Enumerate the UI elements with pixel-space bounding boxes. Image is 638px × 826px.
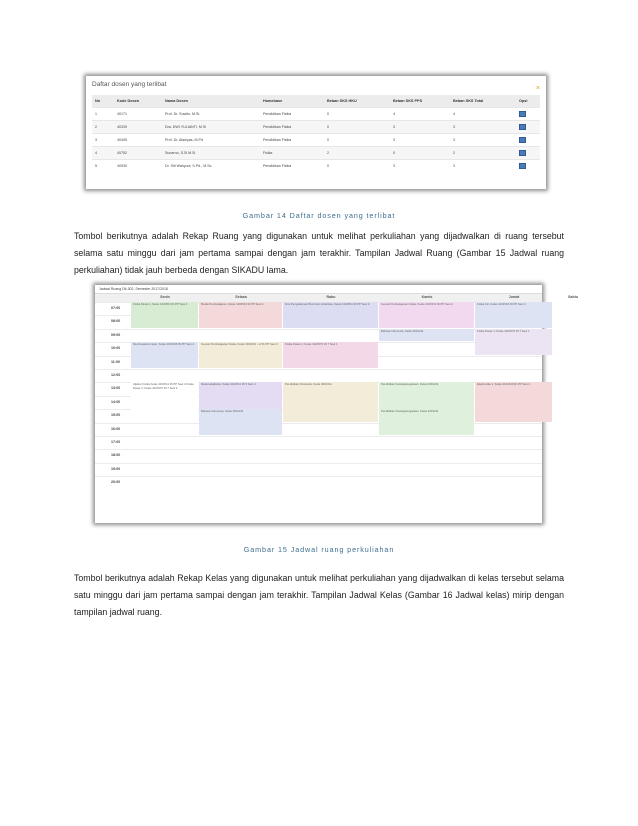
time-label: 11:00 <box>111 359 120 364</box>
close-icon[interactable]: × <box>535 85 540 92</box>
panel-title <box>86 76 546 92</box>
schedule-entry[interactable]: Pendidikan Kewarganegaraan, Kelas 4001211 <box>379 409 474 435</box>
table-cell: 0 <box>324 121 390 134</box>
schedule-grid <box>95 293 578 489</box>
table-cell: 3 <box>390 160 450 173</box>
table-row <box>92 160 540 173</box>
day-header: Sabtu <box>568 295 578 299</box>
schedule-entry[interactable]: Media Pembelajaran, Kelas 4104521 Rt PP Sesi 4 <box>199 302 282 328</box>
table-cell: Pendidikan Fisika <box>260 160 324 173</box>
time-label: 10:00 <box>111 346 121 351</box>
table-cell: 0 <box>324 108 390 121</box>
time-label: 13:00 <box>111 386 121 391</box>
time-row <box>95 369 542 382</box>
table-cell: 3 <box>450 121 516 134</box>
table-cell: 4 <box>92 147 114 160</box>
schedule-entry[interactable]: Ilmu Pengetahuan Bumi dan Antariksa, Kelas 4101531 Rt PP Sesi 4 <box>283 302 378 328</box>
table-cell-opsi <box>516 108 540 121</box>
table-cell: 3 <box>450 134 516 147</box>
time-row <box>95 423 542 436</box>
time-label: 07:00 <box>111 306 121 310</box>
lecturer-table <box>92 95 540 172</box>
schedule-entry[interactable]: Inovasi Pembelajaran Fisika, Kelas 4101601 - st 51 PP Sesi 4 <box>199 342 282 368</box>
schedule-entry[interactable]: Fisika Dasar 1, Kelas 4101570 Rt 7 Sesi 1 <box>475 329 552 355</box>
schedule-entry[interactable]: Bahasa Indonesia, Kelas 0001211 <box>379 329 474 341</box>
column-header[interactable]: Opsi <box>516 95 540 108</box>
time-label: 14:00 <box>111 399 121 404</box>
panel-title-text: Daftar dosen yang terlibat <box>92 81 167 88</box>
day-header: Kamis <box>421 295 433 299</box>
column-header[interactable]: Beban SKS Total <box>450 95 516 108</box>
lecturer-list-panel <box>86 76 546 189</box>
time-row <box>95 463 542 476</box>
table-cell-opsi <box>516 147 540 160</box>
schedule-entry[interactable]: Bahasa Indonesia, Kelas 0001211 <box>199 409 282 435</box>
time-label: 08:00 <box>111 319 121 324</box>
table-cell: 0 <box>324 134 390 147</box>
table-cell: 40171 <box>114 108 162 121</box>
edit-icon[interactable] <box>519 150 526 156</box>
table-cell: 2 <box>92 121 114 134</box>
table-cell: 40930 <box>114 160 162 173</box>
schedule-entry[interactable]: Fisika Inti, Kelas 4101540 Rt PP Sesi 4 <box>475 302 552 328</box>
table-cell: Prof. Dr. Suwito, M.Si. <box>162 108 260 121</box>
time-label: 17:00 <box>111 439 121 444</box>
schedule-entry[interactable]: Membuatan/umpan, Kelas 4101606 Rt PP Sesi 4 <box>131 342 198 368</box>
day-header: Senin <box>160 295 170 299</box>
table-cell: 0 <box>324 160 390 173</box>
schedule-entry[interactable]: Fisika Modern, Kelas 4101501 Rt PP Sesi 4 <box>131 302 198 328</box>
time-row <box>95 449 542 462</box>
table-cell: Prof. Dr. Alaniyas, M.Pd <box>162 134 260 147</box>
schedule-header: Jadwal Ruang D6.302, Semester 2017/2018 <box>99 287 168 291</box>
table-cell: 3 <box>390 134 450 147</box>
schedule-entry[interactable]: Mekanokalkulus, Kelas 4101511 Rt 5 Sesi 4 <box>199 382 282 421</box>
table-cell: 40339 <box>114 121 162 134</box>
table-cell: 4 <box>390 108 450 121</box>
day-header: Rabu <box>326 295 336 299</box>
table-cell-opsi <box>516 121 540 134</box>
table-cell: 2 <box>324 147 390 160</box>
table-cell: Fisika <box>260 147 324 160</box>
table-row <box>92 147 540 160</box>
table-row <box>92 121 540 134</box>
table-cell: 40405 <box>114 134 162 147</box>
schedule-entry[interactable]: Fisika Dasar 2, Kelas 4101570 Rt 7 Sesi 1 <box>283 342 378 368</box>
paragraph-2: Tombol berikutnya adalah Rekap Kelas yang digunakan untuk melihat perkuliahan yang dijadwalkan di kelas tersebut selama satu minggu dari jam pertama sampai dengan jam terakhir. Tampilan Jadwal Kelas (Gambar 16 Jadwal kelas) mirip dengan tampilan jadwal ruang. <box>74 573 564 617</box>
day-header-row <box>95 293 578 302</box>
schedule-entry[interactable]: Inovasi Pembelajaran Fisika, Kelas 4101531 Rt PP Sesi 4 <box>379 302 474 328</box>
column-header[interactable]: Homebase <box>260 95 324 108</box>
day-header: Jumat <box>508 295 520 299</box>
table-cell: Dra. DWI YULIANTI, M.Si <box>162 121 260 134</box>
table-cell: 4 <box>450 108 516 121</box>
schedule-entry[interactable]: Aljabar Fisika Kelas 4101511 Rt PP Sesi 4 Fisika Dasar 2, Kelas 4101570 Rt 7 Sesi 2 <box>131 382 198 421</box>
schedule-entry[interactable]: Elektronika 1, Kelas 4101610 Rt PP Sesi 4 <box>475 382 552 421</box>
column-header[interactable]: Beban SKS HKU <box>324 95 390 108</box>
figure-15-caption: Gambar 15 Jadwal ruang perkuliahan <box>243 545 395 554</box>
table-header-row <box>92 95 540 108</box>
paragraph-1: Tombol berikutnya adalah Rekap Ruang yang digunakan untuk melihat perkuliahan yang dijadwalkan di ruang tersebut selama satu minggu dari jam pertama sampai dengan jam terakhir. Tampilan Jadwal Ruang (Gambar 15 Jadwal ruang perkuliahan) tidak jauh berbeda dengan SIKADU lama. <box>74 231 564 275</box>
table-cell: 2 <box>450 147 516 160</box>
table-row <box>92 108 540 121</box>
schedule-entry[interactable]: Pendidikan Kewarganegaraan, Kelas 4001211 <box>379 382 474 421</box>
table-row <box>92 134 540 147</box>
time-label: 09:00 <box>111 332 121 337</box>
time-label: 15:00 <box>111 413 121 418</box>
table-cell-opsi <box>516 160 540 173</box>
edit-icon[interactable] <box>519 137 526 143</box>
time-label: 18:00 <box>111 453 121 458</box>
table-cell: 5 <box>92 160 114 173</box>
time-label: 12:00 <box>111 372 121 377</box>
table-cell-opsi <box>516 134 540 147</box>
table-cell: 3 <box>450 160 516 173</box>
table-cell: 0 <box>390 147 450 160</box>
edit-icon[interactable] <box>519 111 526 117</box>
table-cell: Pendidikan Fisika <box>260 121 324 134</box>
day-header: Selasa <box>235 295 247 299</box>
column-header[interactable]: Kode Dosen <box>114 95 162 108</box>
edit-icon[interactable] <box>519 163 526 169</box>
table-cell: Sunarno, S.Si M.Si <box>162 147 260 160</box>
column-header[interactable]: Nama Dosen <box>162 95 260 108</box>
figure-14-caption: Gambar 14 Daftar dosen yang terlibat <box>242 211 396 220</box>
table-cell: 40752 <box>114 147 162 160</box>
table-cell: Pendidikan Fisika <box>260 134 324 147</box>
room-schedule-panel <box>95 285 578 523</box>
column-header[interactable]: Beban SKS PPS <box>390 95 450 108</box>
time-row <box>95 436 542 449</box>
table-cell: 1 <box>92 108 114 121</box>
table-cell: 3 <box>390 121 450 134</box>
time-label: 16:00 <box>111 426 121 431</box>
time-label: 19:00 <box>111 466 121 471</box>
table-cell: 3 <box>92 134 114 147</box>
time-row <box>95 476 542 489</box>
table-body <box>92 108 540 173</box>
time-label: 20:00 <box>111 480 121 485</box>
column-header[interactable]: No <box>92 95 114 108</box>
schedule-entry[interactable]: Pendidikan Pancasila, Kelas 4001311 <box>283 382 378 421</box>
table-cell: Pendidikan Fisika <box>260 108 324 121</box>
edit-icon[interactable] <box>519 124 526 130</box>
table-cell: Dr. Siti Wahyuni, S.Pd., M.Sc. <box>162 160 260 173</box>
